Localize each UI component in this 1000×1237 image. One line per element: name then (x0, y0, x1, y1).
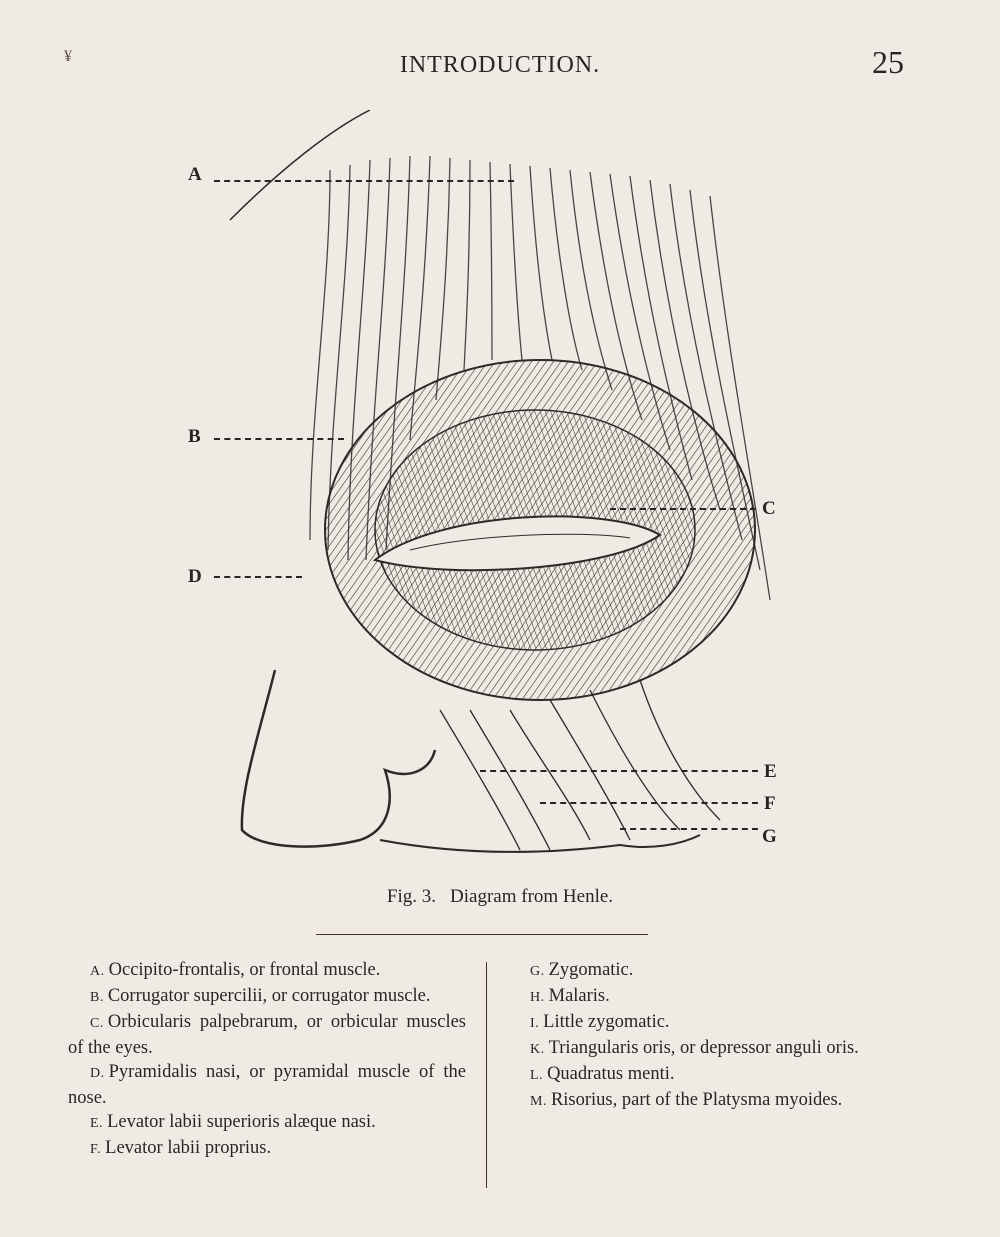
legend-entry: G. Zygomatic. (530, 960, 634, 980)
leader-line-g (620, 828, 758, 830)
label-c: C (762, 498, 776, 519)
lower-face-muscles (440, 680, 720, 850)
running-head: INTRODUCTION. (399, 52, 601, 78)
legend-left-column (68, 958, 466, 1162)
figure-caption (0, 886, 1000, 908)
legend-entry: C. Orbicularis palpebrarum, or orbicular muscles of the eyes. (68, 1012, 466, 1058)
legend-entry: D. Pyramidalis nasi, or pyramidal muscle of the nose. (68, 1062, 466, 1108)
label-f: F (764, 793, 776, 814)
legend-entry: A. Occipito-frontalis, or frontal muscle. (90, 960, 381, 980)
caption-rule (316, 934, 648, 935)
page-number: 25 (872, 44, 904, 80)
label-d: D (188, 566, 202, 587)
label-a: A (188, 164, 202, 185)
corner-mark: ¥ (64, 48, 72, 65)
legend-right-column (508, 958, 908, 1114)
facial-muscle-engraving (180, 110, 800, 870)
label-g: G (762, 826, 777, 847)
leader-line-f (540, 802, 758, 804)
legend-entry: F. Levator labii proprius. (90, 1138, 272, 1158)
upper-lip (380, 835, 700, 852)
legend-entry: K. Triangularis oris, or depressor anguli oris. (530, 1038, 859, 1058)
figure-number: Fig. 3. (386, 886, 437, 907)
leader-line-b (214, 438, 344, 440)
label-e: E (764, 761, 777, 782)
nose-outline (242, 670, 435, 847)
anatomical-figure (180, 110, 800, 870)
leader-line-c (610, 508, 756, 510)
leader-line-a (214, 180, 514, 182)
legend-entry: H. Malaris. (530, 986, 610, 1006)
legend-entry: E. Levator labii superioris alæque nasi. (90, 1112, 376, 1132)
leader-line-e (480, 770, 758, 772)
legend-entry: L. Quadratus menti. (530, 1064, 675, 1084)
legend-divider (486, 962, 487, 1188)
legend-entry: B. Corrugator supercilii, or corrugator muscle. (90, 986, 431, 1006)
label-b: B (188, 426, 201, 447)
legend-entry: I. Little zygomatic. (530, 1012, 670, 1032)
legend-entry: M. Risorius, part of the Platysma myoides. (530, 1090, 843, 1110)
leader-line-d (214, 576, 302, 578)
figure-caption-text: Diagram from Henle. (450, 886, 614, 907)
